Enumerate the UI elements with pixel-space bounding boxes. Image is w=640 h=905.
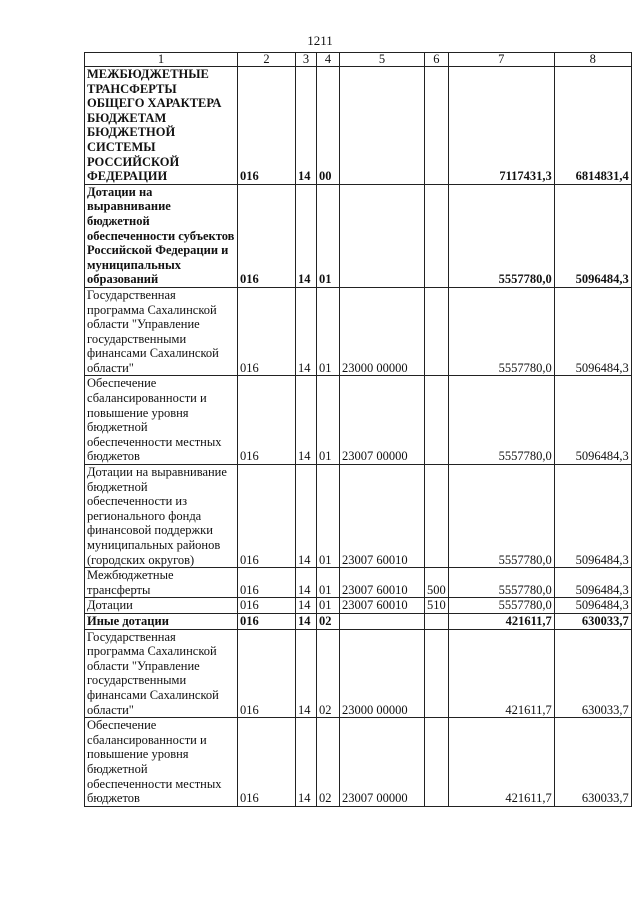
target-article-cell: 23000 00000 <box>340 287 425 376</box>
expense-type-cell <box>425 67 449 185</box>
subsection-code-cell: 01 <box>317 287 340 376</box>
expense-type-cell: 500 <box>425 568 449 598</box>
subsection-code-cell: 02 <box>317 613 340 629</box>
column-number-header: 7 <box>448 53 554 67</box>
budget-table <box>84 52 632 807</box>
expense-type-cell <box>425 613 449 629</box>
subsection-code-cell: 01 <box>317 568 340 598</box>
target-article-cell: 23007 60010 <box>340 598 425 614</box>
amount-year2-cell: 5096484,3 <box>554 376 631 465</box>
target-article-cell <box>340 613 425 629</box>
amount-year1-cell: 5557780,0 <box>448 184 554 287</box>
table-row <box>85 287 632 376</box>
subsection-code-cell: 02 <box>317 718 340 807</box>
amount-year2-cell: 630033,7 <box>554 629 631 718</box>
section-code-cell: 14 <box>296 629 317 718</box>
table-row <box>85 184 632 287</box>
amount-year2-cell: 5096484,3 <box>554 598 631 614</box>
column-number-header: 2 <box>238 53 296 67</box>
amount-year1-cell: 5557780,0 <box>448 598 554 614</box>
target-article-cell <box>340 67 425 185</box>
amount-year1-cell: 421611,7 <box>448 718 554 807</box>
expense-type-cell <box>425 629 449 718</box>
ministry-code-cell: 016 <box>238 376 296 465</box>
table-row <box>85 67 632 185</box>
row-name-cell: МЕЖБЮДЖЕТНЫЕ ТРАНСФЕРТЫ ОБЩЕГО ХАРАКТЕРА БЮДЖЕТАМ БЮДЖЕТНОЙ СИСТЕМЫ РОССИЙСКОЙ ФЕДЕРАЦИИ <box>85 67 238 185</box>
amount-year1-cell: 5557780,0 <box>448 287 554 376</box>
target-article-cell: 23007 00000 <box>340 718 425 807</box>
amount-year2-cell: 630033,7 <box>554 613 631 629</box>
section-code-cell: 14 <box>296 465 317 568</box>
table-body <box>85 53 632 807</box>
ministry-code-cell: 016 <box>238 718 296 807</box>
section-code-cell: 14 <box>296 184 317 287</box>
amount-year2-cell: 5096484,3 <box>554 568 631 598</box>
amount-year1-cell: 421611,7 <box>448 613 554 629</box>
amount-year2-cell: 6814831,4 <box>554 67 631 185</box>
section-code-cell: 14 <box>296 67 317 185</box>
row-name-cell: Обеспечение сбалансированности и повышение уровня бюджетной обеспеченности местных бюджетов <box>85 718 238 807</box>
column-number-header: 1 <box>85 53 238 67</box>
column-number-header: 6 <box>425 53 449 67</box>
subsection-code-cell: 01 <box>317 184 340 287</box>
table-row <box>85 465 632 568</box>
row-name-cell: Межбюджетные трансферты <box>85 568 238 598</box>
table-row <box>85 376 632 465</box>
table-row <box>85 613 632 629</box>
section-code-cell: 14 <box>296 598 317 614</box>
expense-type-cell <box>425 718 449 807</box>
expense-type-cell <box>425 184 449 287</box>
ministry-code-cell: 016 <box>238 184 296 287</box>
amount-year2-cell: 630033,7 <box>554 718 631 807</box>
expense-type-cell <box>425 287 449 376</box>
ministry-code-cell: 016 <box>238 629 296 718</box>
section-code-cell: 14 <box>296 287 317 376</box>
ministry-code-cell: 016 <box>238 67 296 185</box>
page-number: 1211 <box>307 33 333 48</box>
section-code-cell: 14 <box>296 376 317 465</box>
section-code-cell: 14 <box>296 568 317 598</box>
ministry-code-cell: 016 <box>238 465 296 568</box>
amount-year1-cell: 7117431,3 <box>448 67 554 185</box>
row-name-cell: Иные дотации <box>85 613 238 629</box>
row-name-cell: Дотации <box>85 598 238 614</box>
column-number-header: 3 <box>296 53 317 67</box>
row-name-cell: Дотации на выравнивание бюджетной обеспеченности из регионального фонда финансовой поддержки муниципальных районов (городских округов) <box>85 465 238 568</box>
ministry-code-cell: 016 <box>238 598 296 614</box>
expense-type-cell <box>425 376 449 465</box>
table-row <box>85 568 632 598</box>
subsection-code-cell: 01 <box>317 376 340 465</box>
target-article-cell: 23007 60010 <box>340 465 425 568</box>
column-number-header: 8 <box>554 53 631 67</box>
row-name-cell: Обеспечение сбалансированности и повышение уровня бюджетной обеспеченности местных бюджетов <box>85 376 238 465</box>
table-row <box>85 598 632 614</box>
amount-year1-cell: 5557780,0 <box>448 465 554 568</box>
row-name-cell: Дотации на выравнивание бюджетной обеспеченности субъектов Российской Федерации и муниципальных образований <box>85 184 238 287</box>
target-article-cell <box>340 184 425 287</box>
amount-year1-cell: 421611,7 <box>448 629 554 718</box>
target-article-cell: 23007 00000 <box>340 376 425 465</box>
section-code-cell: 14 <box>296 613 317 629</box>
row-name-cell: Государственная программа Сахалинской области "Управление государственными финансами Сахалинской области" <box>85 629 238 718</box>
row-name-cell: Государственная программа Сахалинской области "Управление государственными финансами Сахалинской области" <box>85 287 238 376</box>
section-code-cell: 14 <box>296 718 317 807</box>
expense-type-cell <box>425 465 449 568</box>
column-number-header-row <box>85 53 632 67</box>
table-row <box>85 629 632 718</box>
subsection-code-cell: 02 <box>317 629 340 718</box>
expense-type-cell: 510 <box>425 598 449 614</box>
column-number-header: 5 <box>340 53 425 67</box>
subsection-code-cell: 01 <box>317 598 340 614</box>
ministry-code-cell: 016 <box>238 613 296 629</box>
amount-year2-cell: 5096484,3 <box>554 465 631 568</box>
target-article-cell: 23007 60010 <box>340 568 425 598</box>
amount-year2-cell: 5096484,3 <box>554 184 631 287</box>
ministry-code-cell: 016 <box>238 287 296 376</box>
subsection-code-cell: 00 <box>317 67 340 185</box>
ministry-code-cell: 016 <box>238 568 296 598</box>
target-article-cell: 23000 00000 <box>340 629 425 718</box>
column-number-header: 4 <box>317 53 340 67</box>
subsection-code-cell: 01 <box>317 465 340 568</box>
amount-year1-cell: 5557780,0 <box>448 568 554 598</box>
amount-year1-cell: 5557780,0 <box>448 376 554 465</box>
table-row <box>85 718 632 807</box>
amount-year2-cell: 5096484,3 <box>554 287 631 376</box>
